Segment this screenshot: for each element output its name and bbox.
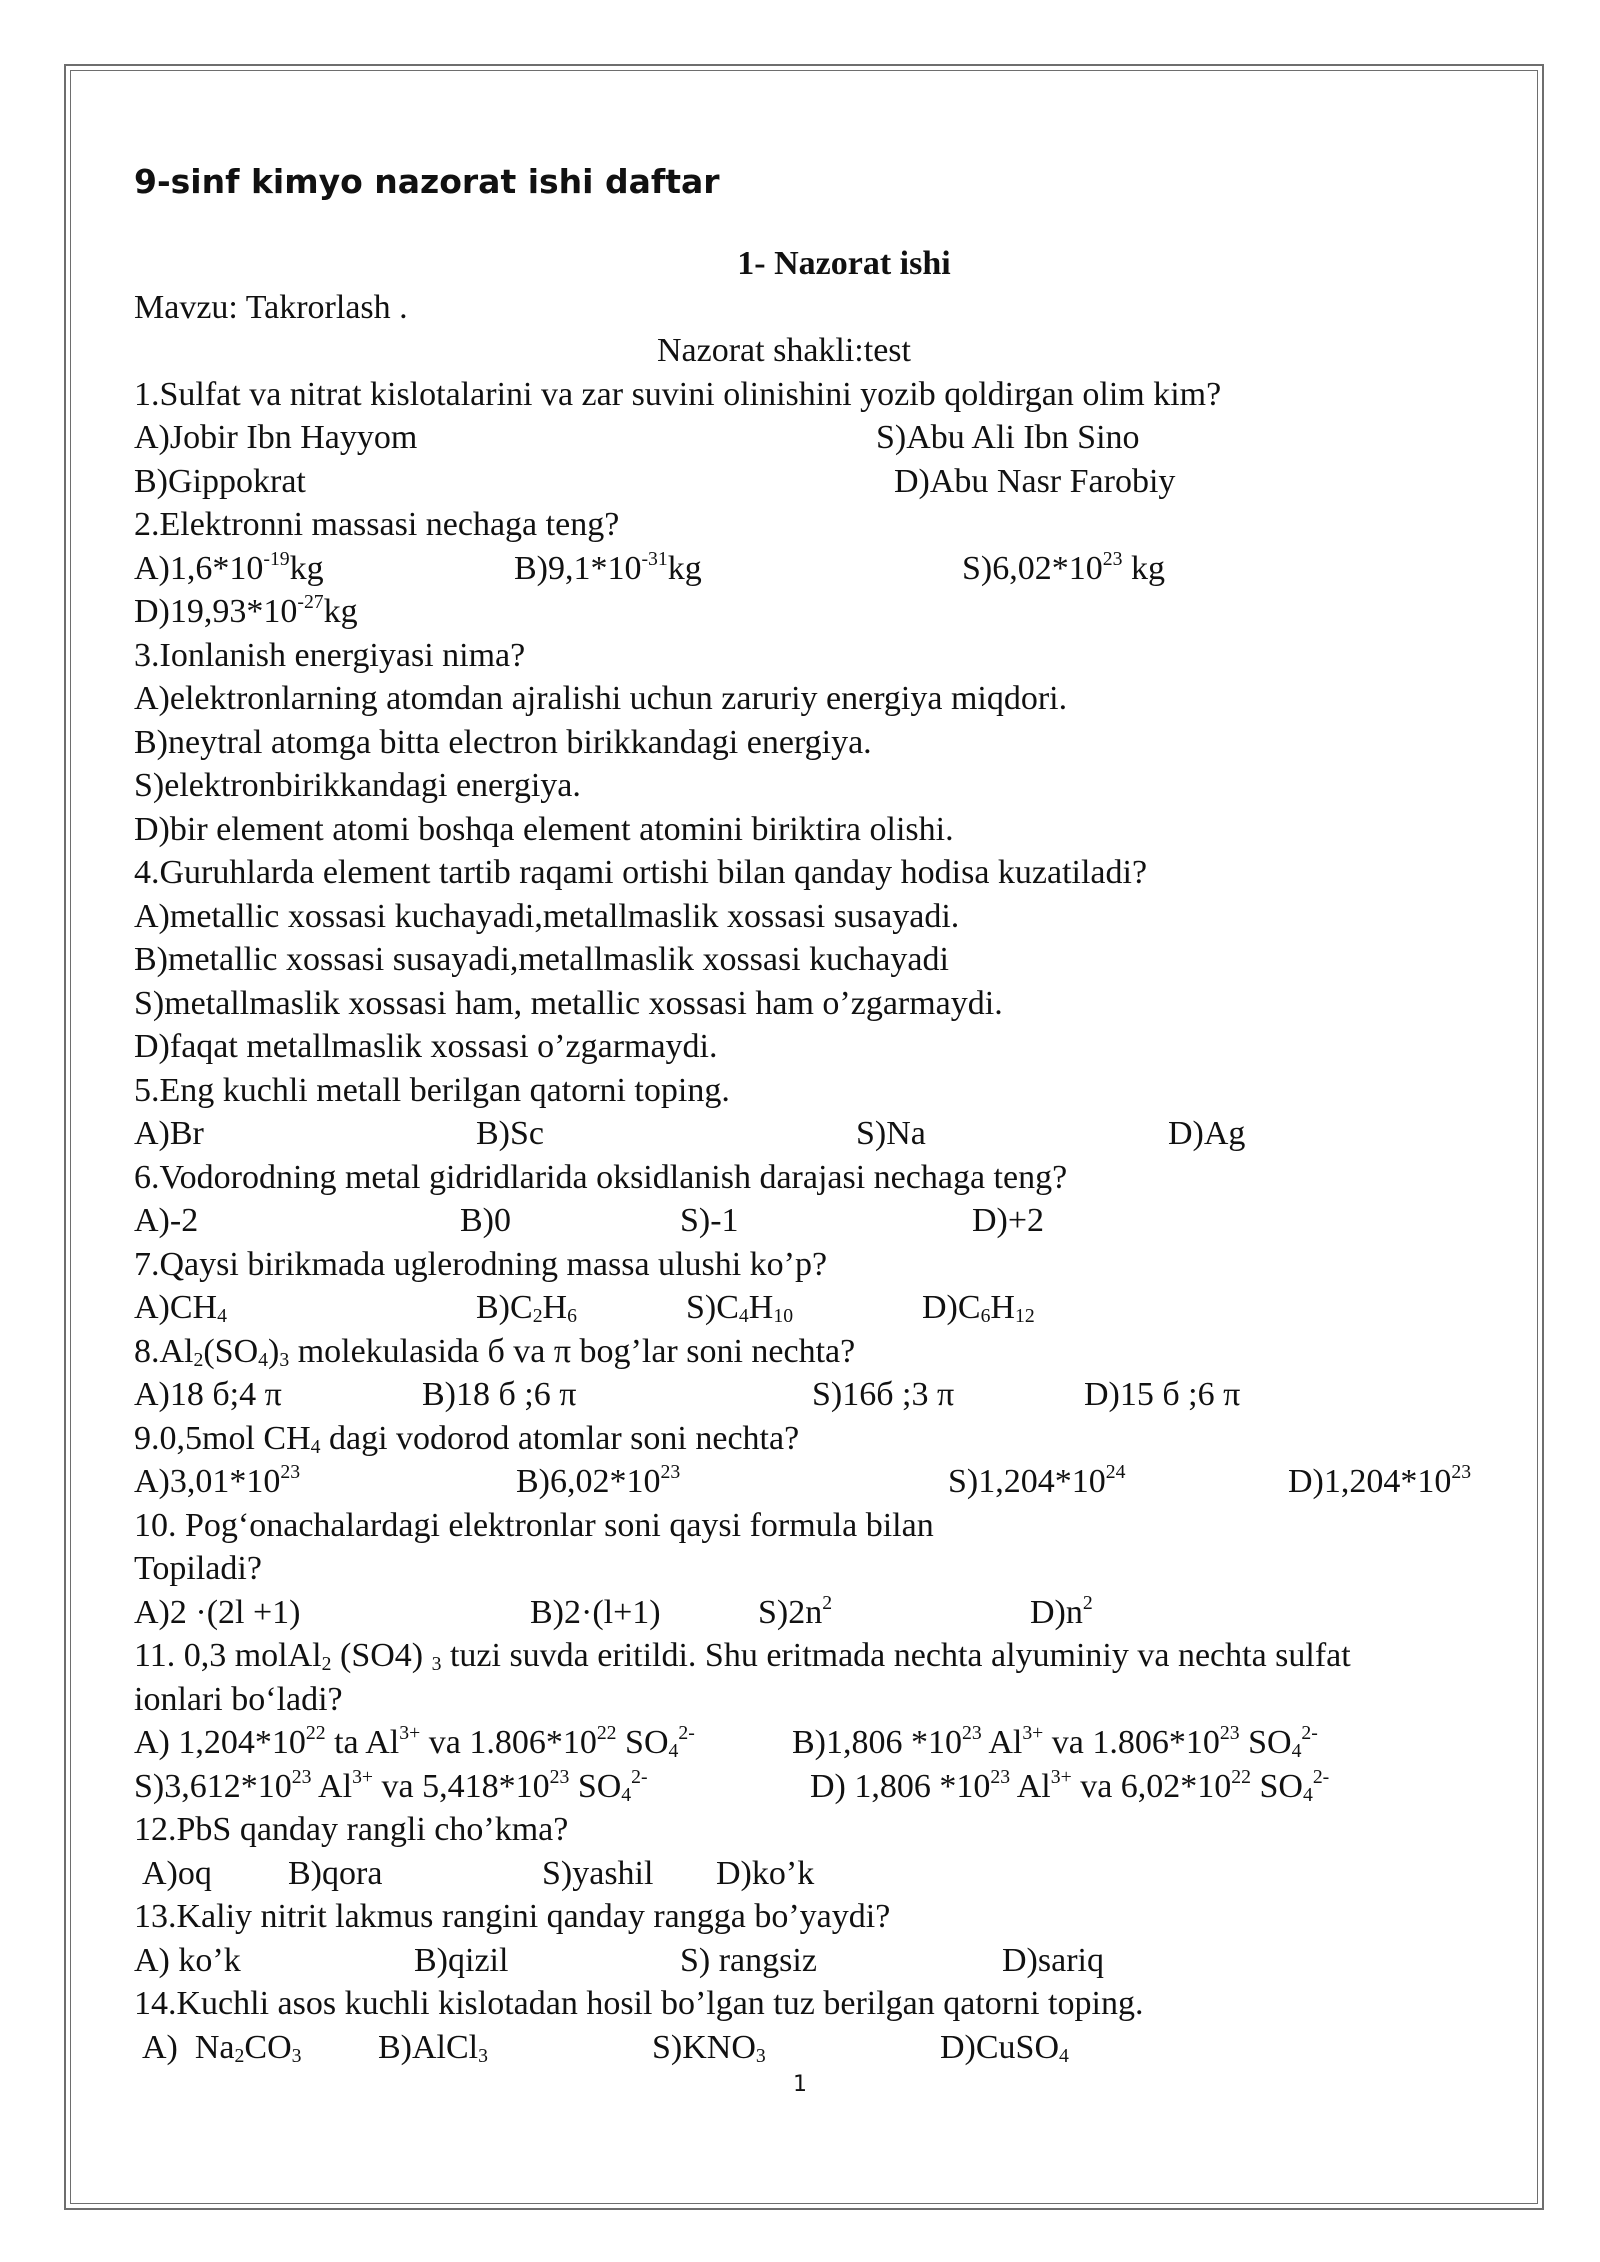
- option-s: S)metallmaslik xossasi ham, metallic xossasi ham o’zgarmaydi.: [134, 984, 1003, 1022]
- option-b: B)qora: [288, 1854, 383, 1892]
- option-a: A)oq: [142, 1854, 212, 1892]
- option-d: D)+2: [972, 1202, 1045, 1239]
- question-7-options: [134, 1286, 1504, 1330]
- option-s: $S)2n^2$: [758, 1591, 833, 1631]
- question-13-options: [134, 1939, 1504, 1983]
- option-a: $A)1,6*10^{-19}kg$: [134, 547, 324, 587]
- question-5: 5.Eng kuchli metall berilgan qatorni toping.: [134, 1071, 730, 1109]
- option-d: D)ko’k: [716, 1854, 815, 1892]
- document-title: 9-sinf kimyo nazorat ishi daftar: [134, 162, 720, 201]
- question-10-continued: Topiladi?: [134, 1550, 262, 1587]
- option-s: $S)3,612*10^{23}$ $Al^{3+}$ va $5,418*10^{23}$ $SO_4^{2-}$: [134, 1765, 648, 1806]
- option-s: S) rangsiz: [680, 1941, 817, 1979]
- page-number: 1: [793, 2072, 807, 2097]
- option-s: $S)C_4H_{10}$: [686, 1289, 794, 1327]
- option-b: $B)C_2H_6$: [476, 1289, 577, 1327]
- option-d: D) 1,806 $*10^{23}$ $Al^{3+}$ va $6,02*10^{22}$ $SO_4^{2-}$: [810, 1765, 1330, 1806]
- question-5-options: [134, 1112, 1504, 1156]
- question-8: $8.Al_2(SO_4)_3$ molekulasida б va π bog’lar soni nechta?: [134, 1332, 856, 1371]
- topic-line: Mavzu: Takrorlash .: [134, 288, 408, 326]
- option-a: $A)CH_4$: [134, 1289, 227, 1327]
- question-14-options: [134, 2026, 1504, 2070]
- option-b: $B)6,02*10^{23}$: [516, 1460, 681, 1500]
- option-s: S)Na: [856, 1115, 926, 1152]
- option-d: D)bir element atomi boshqa element atomini biriktira olishi.: [134, 810, 954, 848]
- option-s: $S)6,02*10^{23}$ kg: [962, 547, 1165, 587]
- question-8-options: [134, 1373, 1504, 1417]
- option-a: A)18 б;4 π: [134, 1376, 282, 1413]
- question-1: 1.Sulfat va nitrat kislotalarini va zar suvini olinishini yozib qoldirgan olim kim?: [134, 375, 1222, 413]
- option-b: B)Sc: [476, 1115, 544, 1152]
- option-b: B)neytral atomga bitta electron birikkandagi energiya.: [134, 723, 872, 761]
- question-12-options: [134, 1852, 1504, 1896]
- question-9-options: [134, 1460, 1504, 1504]
- option-b: B)2·(l+1): [530, 1593, 661, 1631]
- option-a: A)metallic xossasi kuchayadi,metallmaslik xossasi susayadi.: [134, 897, 960, 935]
- option-b: B)AlCl$_3$: [378, 2028, 488, 2067]
- question-7: 7.Qaysi birikmada uglerodning massa ulushi ko’p?: [134, 1245, 828, 1283]
- option-b: B)metallic xossasi susayadi,metallmaslik xossasi kuchayadi: [134, 941, 949, 978]
- option-s: $S)1,204*10^{24}$: [948, 1460, 1126, 1500]
- option-d: D)Abu Nasr Farobiy: [894, 462, 1176, 500]
- question-10: 10. Pog‘onachalardagi elektronlar soni qaysi formula bilan: [134, 1506, 934, 1544]
- question-13: 13.Kaliy nitrit lakmus rangini qanday rangga bo’yaydi?: [134, 1898, 891, 1935]
- option-d: D)faqat metallmaslik xossasi o’zgarmaydi.: [134, 1028, 718, 1065]
- question-1-options-row-2: [134, 460, 1504, 504]
- option-d: $D)19,93*10^{-27}kg$: [134, 590, 358, 630]
- option-b: B)1,806 $*10^{23}$ $Al^{3+}$ va $1.806*10^{23}$ $SO_4^{2-}$: [792, 1721, 1318, 1762]
- option-a: A) ko’k: [134, 1941, 241, 1979]
- question-11-options-row-2: [134, 1765, 1504, 1809]
- option-b: $B)9,1*10^{-31}kg$: [514, 547, 702, 587]
- option-d: $D)C_6H_{12}$: [922, 1289, 1035, 1327]
- question-11-options-row-1: [134, 1721, 1504, 1765]
- option-d: D)sariq: [1002, 1941, 1104, 1979]
- option-b: B)qizil: [414, 1941, 509, 1979]
- question-4: 4.Guruhlarda element tartib raqami ortishi bilan qanday hodisa kuzatiladi?: [134, 854, 1148, 891]
- option-s: $S)KNO_3$: [652, 2028, 766, 2067]
- option-d: $D)n^2$: [1030, 1591, 1093, 1631]
- question-2-options-row-1: [134, 547, 1504, 591]
- question-6-options: [134, 1199, 1504, 1243]
- option-b: B)18 б ;6 π: [422, 1376, 577, 1413]
- question-2-options-row-2: [134, 590, 1504, 634]
- option-b: B)Gippokrat: [134, 462, 306, 500]
- option-a: A) $Na_2CO_3$: [142, 2028, 302, 2067]
- question-11-continued: ionlari bo‘ladi?: [134, 1680, 343, 1718]
- option-s: S)Abu Ali Ibn Sino: [876, 419, 1140, 456]
- section-heading: 1- Nazorat ishi: [737, 245, 951, 282]
- option-a: A)Jobir Ibn Hayyom: [134, 419, 418, 456]
- question-9: 9.0,5mol $CH_4$ dagi vodorod atomlar soni nechta?: [134, 1419, 800, 1458]
- question-3: 3.Ionlanish energiyasi nima?: [134, 636, 526, 674]
- option-a: A)elektronlarning atomdan ajralishi uchun zaruriy energiya miqdori.: [134, 680, 1068, 717]
- option-s: S)-1: [680, 1202, 739, 1239]
- option-a: A)-2: [134, 1202, 199, 1239]
- option-b: B)0: [460, 1202, 511, 1239]
- document-page: [134, 160, 1504, 2069]
- question-6: 6.Vodorodning metal gidridlarida oksidlanish darajasi nechaga teng?: [134, 1158, 1068, 1196]
- option-d: $D)1,204*10^{23}$: [1288, 1460, 1472, 1500]
- question-11: 11. 0,3 molAl$_2$ (SO4) $_3$ tuzi suvda eritildi. Shu eritmada nechta alyuminiy va nechta sulfat: [134, 1637, 1351, 1675]
- option-s: S)yashil: [542, 1854, 654, 1892]
- option-a: $A)3,01*10^{23}$: [134, 1460, 301, 1500]
- question-14: 14.Kuchli asos kuchli kislotadan hosil bo’lgan tuz berilgan qatorni toping.: [134, 1985, 1144, 2022]
- option-s: S)16б ;3 π: [812, 1376, 955, 1413]
- option-a: A)Br: [134, 1115, 204, 1152]
- option-a: A)2 ·(2l +1): [134, 1593, 301, 1631]
- option-a: A) $1,204*10^{22}$ ta $Al^{3+}$ va $1.806*10^{22}$ $SO_4^{2-}$: [134, 1721, 695, 1762]
- form-line: Nazorat shakli:test: [657, 332, 911, 369]
- option-s: S)elektronbirikkandagi energiya.: [134, 767, 581, 804]
- question-10-options: [134, 1591, 1504, 1635]
- question-1-options-row-1: [134, 416, 1504, 460]
- question-2: 2.Elektronni massasi nechaga teng?: [134, 506, 620, 543]
- option-d: D)CuSO$_4$: [940, 2028, 1069, 2067]
- option-d: D)15 б ;6 π: [1084, 1376, 1241, 1413]
- question-12: 12.PbS qanday rangli cho’kma?: [134, 1811, 569, 1848]
- option-d: D)Ag: [1168, 1115, 1246, 1152]
